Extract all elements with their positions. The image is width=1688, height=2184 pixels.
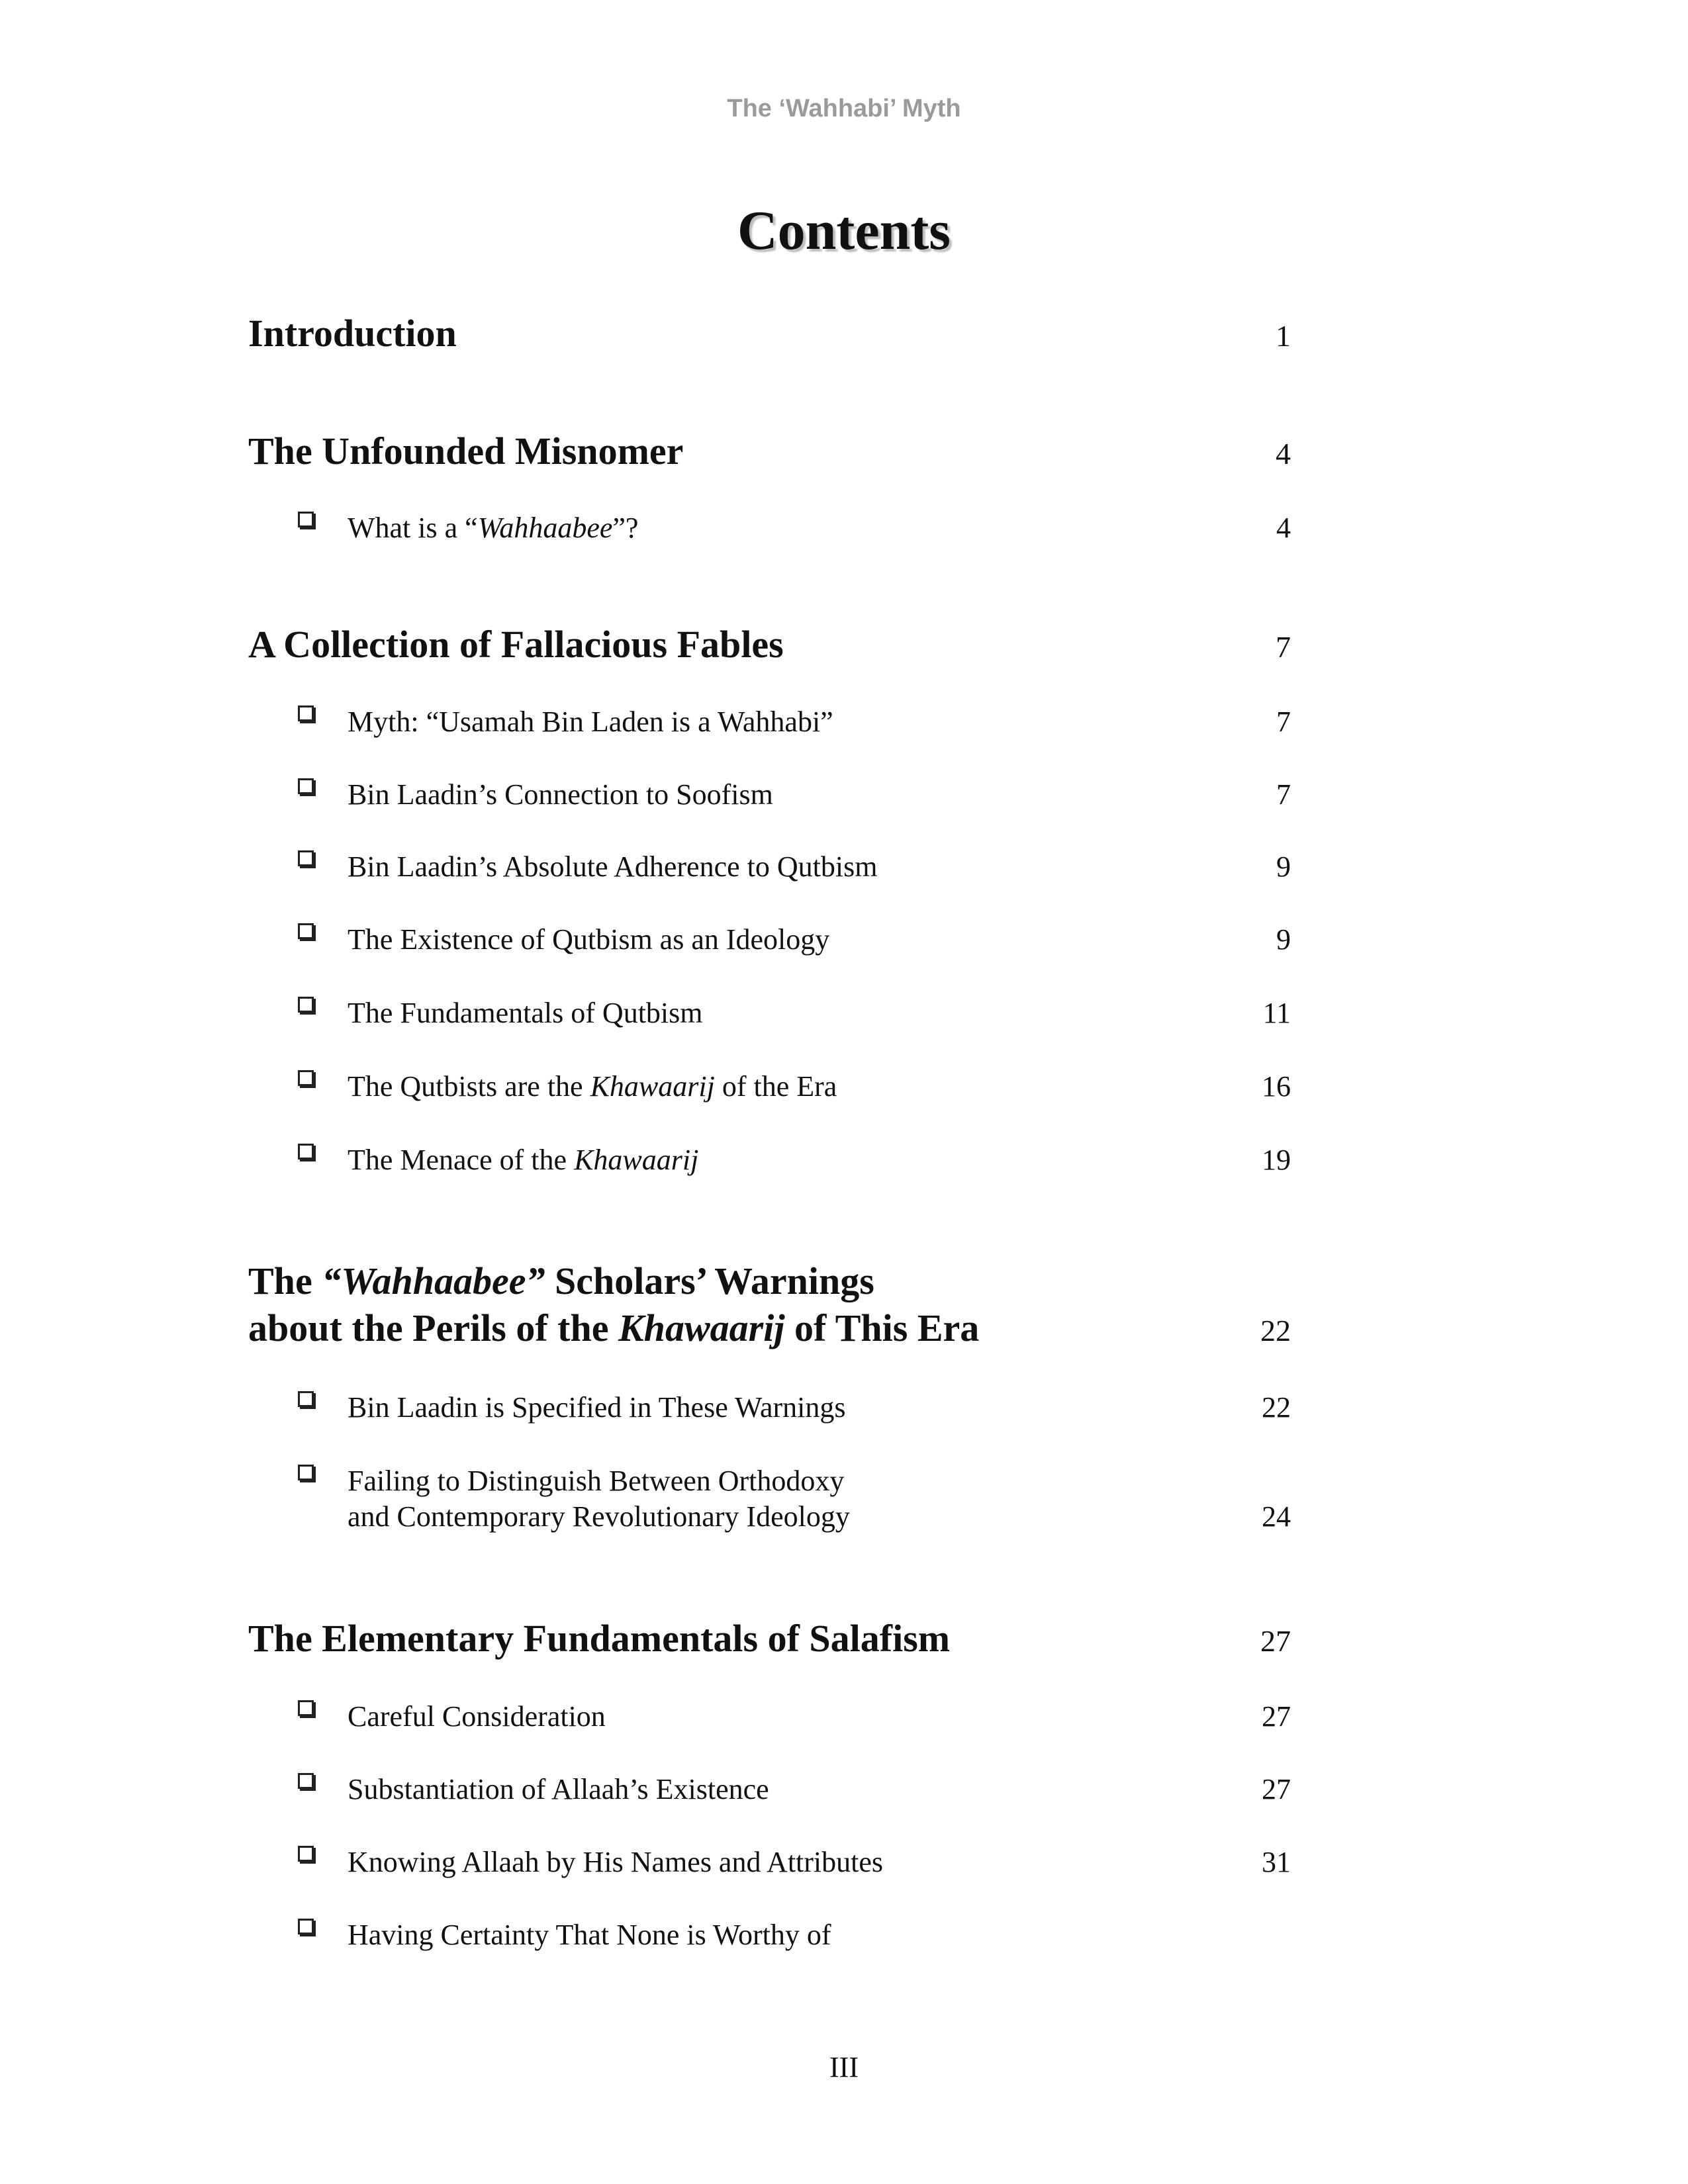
toc-entry-scholars-warnings[interactable] (248, 1257, 1291, 1351)
toc-page-number: 4 (1276, 512, 1291, 544)
toc-heading-label: The Elementary Fundamentals of Salafism (248, 1617, 951, 1660)
toc-subentry-qutbists-khawaarij[interactable] (298, 1069, 1291, 1105)
toc-subentry-label: The Menace of the Khawaarij (348, 1144, 699, 1176)
toc-subentry-label: Failing to Distinguish Between Orthodoxy and Contemporary Revolutionary Ideology (348, 1465, 850, 1533)
toc-subentry-existence-qutbism[interactable] (298, 922, 1291, 958)
checkbox-bullet-icon (298, 777, 348, 813)
toc-page-number: 22 (1262, 1391, 1291, 1424)
checkbox-bullet-icon (298, 1699, 348, 1735)
toc-subentry-label: The Existence of Qutbism as an Ideology (348, 923, 830, 956)
checkbox-bullet-icon (298, 849, 348, 885)
checkbox-bullet-icon (298, 995, 348, 1031)
toc-subentry-label: The Fundamentals of Qutbism (348, 997, 703, 1029)
checkbox-bullet-icon (298, 1390, 348, 1426)
toc-subentry-adherence-qutbism[interactable] (298, 849, 1291, 885)
toc-subentry-fundamentals-qutbism[interactable] (298, 995, 1291, 1031)
checkbox-bullet-icon (298, 922, 348, 958)
toc-subentry-myth-usamah[interactable] (298, 704, 1291, 740)
toc-subentry-having-certainty[interactable] (298, 1917, 1291, 1953)
toc-subentry-careful-consideration[interactable] (298, 1699, 1291, 1735)
toc-page-number: 9 (1276, 923, 1291, 956)
checkbox-bullet-icon (298, 1142, 348, 1178)
page-number: III (829, 2051, 859, 2083)
toc-subentry-label: Careful Consideration (348, 1700, 606, 1733)
toc-subentry-label: Knowing Allaah by His Names and Attributes (348, 1846, 884, 1878)
toc-entry-introduction[interactable] (248, 310, 1291, 357)
toc-page-number: 27 (1262, 1773, 1291, 1805)
toc-page-number: 22 (1260, 1314, 1291, 1347)
toc-page-number: 31 (1262, 1846, 1291, 1878)
checkbox-bullet-icon (298, 1463, 348, 1499)
page-title: Contents (737, 200, 951, 261)
running-head: The ‘Wahhabi’ Myth (727, 95, 961, 122)
checkbox-bullet-icon (298, 1069, 348, 1105)
toc-heading-label: Introduction (248, 312, 457, 355)
checkbox-bullet-icon (298, 510, 348, 546)
toc-page-number: 1 (1276, 319, 1291, 353)
toc-subentry-label: Bin Laadin’s Absolute Adherence to Qutbism (348, 850, 878, 883)
toc-subentry-label: What is a “Wahhaabee”? (348, 512, 639, 544)
toc-subentry-label: Substantiation of Allaah’s Existence (348, 1773, 769, 1805)
toc-subentry-label: Myth: “Usamah Bin Laden is a Wahhabi” (348, 705, 833, 738)
checkbox-bullet-icon (298, 1772, 348, 1807)
checkbox-bullet-icon (298, 704, 348, 740)
toc-subentry-label: Bin Laadin is Specified in These Warnings (348, 1391, 846, 1424)
toc-subentry-label: The Qutbists are the Khawaarij of the Era (348, 1070, 837, 1103)
toc-subentry-soofism[interactable] (298, 777, 1291, 813)
toc-page-number: 11 (1262, 997, 1291, 1029)
toc-page-number: 27 (1262, 1700, 1291, 1733)
toc-page-number: 9 (1276, 850, 1291, 883)
toc-page-number: 7 (1276, 705, 1291, 738)
toc-page-number: 16 (1262, 1070, 1291, 1103)
toc-page-number: 27 (1260, 1624, 1291, 1658)
toc-heading-label: A Collection of Fallacious Fables (248, 623, 784, 666)
checkbox-bullet-icon (298, 1844, 348, 1880)
toc-page-number: 7 (1276, 630, 1291, 664)
toc-page-number: 4 (1276, 437, 1291, 471)
toc-subentry-bin-laadin-specified[interactable] (298, 1390, 1291, 1426)
toc-entry-fundamentals-salafism[interactable] (248, 1615, 1291, 1662)
toc-subentry-allaah-existence[interactable] (298, 1772, 1291, 1807)
toc-subentry-label: Bin Laadin’s Connection to Soofism (348, 778, 773, 811)
toc-page-number: 19 (1262, 1144, 1291, 1176)
toc-page-number: 7 (1276, 778, 1291, 811)
toc-subentry-what-is-wahhaabee[interactable] (298, 510, 1291, 546)
toc-entry-fallacious-fables[interactable] (248, 621, 1291, 668)
toc-subentry-menace-khawaarij[interactable] (298, 1142, 1291, 1178)
toc-entry-unfounded-misnomer[interactable] (248, 428, 1291, 475)
toc-heading-label: The “Wahhaabee” Scholars’ Warnings about the Perils of the Khawaarij of This Era (248, 1259, 980, 1349)
toc-subentry-failing-to-distinguish[interactable] (298, 1463, 1291, 1535)
toc-subentry-names-attributes[interactable] (298, 1844, 1291, 1880)
checkbox-bullet-icon (298, 1917, 348, 1953)
toc-heading-label: The Unfounded Misnomer (248, 430, 684, 473)
toc-page-number: 24 (1262, 1500, 1291, 1533)
toc-subentry-label: Having Certainty That None is Worthy of (348, 1919, 831, 1951)
